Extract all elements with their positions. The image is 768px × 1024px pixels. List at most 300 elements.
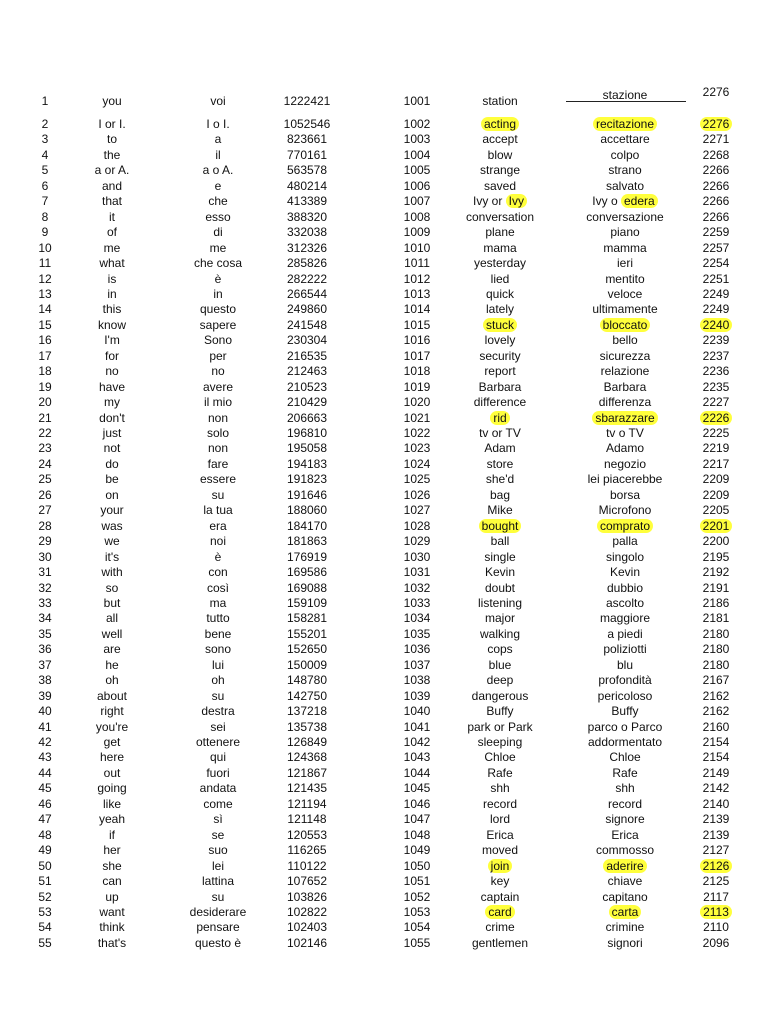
italian-word: ascolto bbox=[605, 596, 645, 610]
rank-cell: 1039 bbox=[403, 688, 431, 703]
highlighted-english-word: rid bbox=[490, 411, 509, 425]
italian-word-cell bbox=[560, 210, 690, 225]
italian-word-cell: tutto bbox=[206, 611, 230, 626]
english-word-cell bbox=[448, 194, 552, 209]
italian-word-cell: noi bbox=[209, 534, 226, 549]
frequency-cell: 191823 bbox=[286, 472, 328, 487]
rank-cell: 48 bbox=[38, 827, 52, 842]
english-word-cell: about bbox=[96, 688, 128, 703]
italian-word: Adamo bbox=[605, 441, 645, 456]
italian-word: accettare bbox=[600, 132, 650, 147]
frequency-cell bbox=[694, 194, 738, 209]
english-word: lord bbox=[489, 812, 510, 827]
frequency-cell bbox=[694, 148, 738, 163]
frequency-cell bbox=[694, 658, 738, 673]
frequency-cell bbox=[694, 210, 738, 225]
rank-cell: 1046 bbox=[403, 796, 431, 811]
italian-word: veloce bbox=[607, 286, 643, 301]
english-word-cell bbox=[448, 920, 552, 935]
italian-word-cell: suo bbox=[208, 843, 228, 858]
rank-cell: 19 bbox=[38, 379, 52, 394]
frequency-cell bbox=[694, 642, 738, 657]
english-word: cops bbox=[487, 642, 513, 657]
rank-cell: 51 bbox=[38, 874, 52, 888]
frequency-value: 2251 bbox=[702, 271, 730, 286]
english-word-cell bbox=[448, 735, 552, 750]
rank-cell: 1054 bbox=[403, 920, 431, 935]
italian-word-cell: in bbox=[213, 286, 223, 301]
frequency-value: 2180 bbox=[702, 642, 730, 657]
highlighted-italian-word: comprato bbox=[597, 519, 653, 533]
rank-cell: 45 bbox=[38, 781, 52, 796]
english-word: difference bbox=[473, 395, 527, 410]
frequency-value: 2180 bbox=[702, 626, 730, 641]
italian-word: palla bbox=[612, 534, 638, 549]
rank-cell: 1035 bbox=[403, 626, 431, 641]
table-row bbox=[0, 472, 768, 487]
frequency-cell bbox=[694, 843, 738, 858]
rank-cell: 53 bbox=[38, 904, 52, 919]
frequency-cell bbox=[694, 766, 738, 781]
frequency-cell bbox=[694, 441, 738, 456]
italian-word-cell: su bbox=[211, 889, 225, 904]
italian-word-cell: fare bbox=[207, 456, 229, 471]
italian-word-cell: il bbox=[215, 147, 221, 162]
italian-word: singolo bbox=[605, 549, 645, 564]
italian-word-cell bbox=[560, 874, 690, 889]
italian-word-cell: andata bbox=[199, 781, 237, 796]
italian-word-cell: sapere bbox=[199, 317, 237, 332]
italian-word-cell bbox=[560, 890, 690, 905]
italian-word-cell bbox=[560, 642, 690, 657]
english-word-cell: it bbox=[109, 209, 115, 224]
italian-word: bello bbox=[612, 333, 638, 348]
italian-word-cell bbox=[560, 318, 690, 333]
frequency-cell bbox=[694, 488, 738, 503]
english-word-cell bbox=[448, 302, 552, 317]
table-row bbox=[0, 611, 768, 626]
rank-cell: 26 bbox=[38, 487, 52, 502]
highlighted-english-word: join bbox=[488, 859, 513, 873]
table-row bbox=[0, 225, 768, 240]
frequency-cell bbox=[694, 828, 738, 843]
italian-word: mamma bbox=[603, 240, 647, 255]
rank-cell: 13 bbox=[38, 286, 52, 301]
italian-word-cell: a o A. bbox=[202, 163, 234, 178]
english-word-cell: be bbox=[105, 472, 119, 487]
italian-word-cell bbox=[560, 611, 690, 626]
english-word-cell bbox=[448, 766, 552, 781]
rank-cell: 1026 bbox=[403, 487, 431, 502]
italian-word-cell: sono bbox=[204, 642, 232, 657]
frequency-cell: 137218 bbox=[286, 704, 328, 719]
table-row bbox=[0, 658, 768, 673]
highlighted-english-word: stuck bbox=[483, 318, 517, 332]
english-word: blow bbox=[487, 147, 513, 162]
italian-word: chiave bbox=[607, 874, 643, 888]
frequency-cell bbox=[694, 457, 738, 472]
frequency-cell bbox=[694, 364, 738, 379]
english-word-cell bbox=[448, 395, 552, 410]
frequency-value: 2154 bbox=[702, 735, 730, 749]
english-word-cell bbox=[448, 210, 552, 225]
english-word: strange bbox=[479, 163, 521, 178]
italian-word-cell bbox=[560, 689, 690, 704]
rank-cell: 33 bbox=[38, 596, 52, 610]
rank-cell: 1016 bbox=[403, 333, 431, 348]
english-word: single bbox=[484, 549, 516, 564]
highlighted-italian-word: carta bbox=[609, 905, 642, 919]
frequency-value: 2209 bbox=[702, 487, 730, 502]
english-word-cell: here bbox=[99, 750, 125, 765]
rank-cell: 1032 bbox=[403, 580, 431, 595]
italian-word-cell: di bbox=[213, 225, 223, 240]
italian-word: tv o TV bbox=[606, 426, 644, 440]
table-row bbox=[0, 488, 768, 503]
frequency-value: 2162 bbox=[702, 688, 730, 703]
italian-word-cell: essere bbox=[199, 472, 237, 487]
english-word-cell bbox=[448, 519, 552, 534]
frequency-value: 2139 bbox=[702, 812, 730, 827]
rank-cell: 16 bbox=[38, 333, 52, 348]
english-word: report bbox=[484, 364, 516, 379]
italian-word-cell: sei bbox=[210, 719, 226, 734]
italian-word-cell bbox=[560, 163, 690, 178]
italian-word-cell: lattina bbox=[201, 874, 235, 888]
frequency-cell bbox=[694, 426, 738, 441]
english-word-cell: was bbox=[101, 518, 123, 533]
english-word: she'd bbox=[485, 472, 515, 487]
rank-cell: 50 bbox=[38, 858, 52, 873]
italian-word-cell bbox=[560, 364, 690, 379]
italian-word-cell bbox=[560, 766, 690, 781]
frequency-cell bbox=[694, 550, 738, 565]
frequency-cell: 120553 bbox=[286, 827, 328, 842]
english-word: crime bbox=[485, 920, 515, 935]
frequency-cell: 116265 bbox=[287, 843, 327, 858]
english-word: major bbox=[484, 611, 515, 626]
rank-cell: 1025 bbox=[403, 472, 431, 487]
italian-word-cell: fuori bbox=[206, 765, 230, 780]
rank-cell: 40 bbox=[38, 704, 52, 719]
italian-word-cell bbox=[560, 395, 690, 410]
rank-cell: 30 bbox=[38, 549, 52, 564]
english-word-cell bbox=[448, 380, 552, 395]
rank-cell: 36 bbox=[38, 642, 52, 657]
italian-word-cell: non bbox=[207, 441, 229, 456]
table-row bbox=[0, 565, 768, 580]
frequency-cell bbox=[694, 596, 738, 611]
frequency-cell: 188060 bbox=[286, 503, 328, 518]
frequency-value: 2096 bbox=[702, 935, 730, 950]
frequency-cell: 312326 bbox=[286, 240, 328, 255]
frequency-cell bbox=[694, 673, 738, 688]
frequency-value: 2200 bbox=[702, 534, 730, 549]
frequency-cell bbox=[694, 611, 738, 626]
english-word: Kevin bbox=[484, 565, 516, 579]
italian-word-cell: non bbox=[207, 410, 229, 425]
frequency-value: 2154 bbox=[702, 750, 730, 765]
italian-word-cell bbox=[560, 472, 690, 487]
rank-cell: 1022 bbox=[403, 426, 431, 440]
table-row bbox=[0, 241, 768, 256]
rank-cell: 44 bbox=[38, 765, 52, 780]
frequency-value: 2125 bbox=[702, 874, 730, 888]
italian-word-cell bbox=[560, 194, 690, 209]
italian-word-cell: con bbox=[208, 565, 228, 579]
italian-word-cell bbox=[560, 488, 690, 503]
italian-word-cell: per bbox=[209, 348, 227, 363]
english-word-cell: know bbox=[97, 317, 126, 332]
english-word-cell bbox=[448, 596, 552, 611]
frequency-cell: 102403 bbox=[286, 920, 328, 935]
rank-cell: 55 bbox=[38, 935, 52, 950]
english-word-prefix: Ivy or bbox=[472, 194, 506, 209]
frequency-value: 2180 bbox=[702, 657, 730, 672]
frequency-cell bbox=[694, 256, 738, 271]
italian-word-cell bbox=[560, 658, 690, 673]
english-word: lovely bbox=[484, 333, 516, 348]
frequency-cell: 103826 bbox=[286, 889, 328, 904]
english-word: moved bbox=[481, 843, 519, 858]
italian-word-cell bbox=[560, 627, 690, 642]
italian-word-cell: questo è bbox=[194, 935, 242, 950]
italian-word-cell bbox=[560, 720, 690, 735]
italian-word-cell: così bbox=[206, 580, 229, 595]
english-word-cell: out bbox=[103, 765, 121, 780]
italian-word: mentito bbox=[605, 271, 645, 286]
italian-word-cell: I o I. bbox=[206, 117, 230, 131]
rank-cell: 49 bbox=[38, 843, 52, 858]
italian-word-cell bbox=[560, 179, 690, 194]
frequency-value: 2227 bbox=[702, 395, 730, 410]
frequency-value: 2271 bbox=[702, 132, 730, 147]
table-row bbox=[0, 890, 768, 905]
italian-word: Erica bbox=[611, 827, 639, 842]
highlighted-italian-word: sbarazzare bbox=[592, 411, 657, 425]
table-row bbox=[0, 750, 768, 765]
english-word-cell bbox=[448, 812, 552, 827]
rank-cell: 9 bbox=[41, 225, 49, 240]
english-word-cell: and bbox=[101, 178, 123, 193]
frequency-cell: 155201 bbox=[286, 626, 328, 641]
english-word-cell: my bbox=[104, 395, 120, 410]
table-row bbox=[0, 673, 768, 688]
english-word-cell bbox=[448, 859, 552, 874]
english-word-cell bbox=[448, 148, 552, 163]
frequency-cell bbox=[694, 272, 738, 287]
italian-word-cell bbox=[560, 920, 690, 935]
italian-word-cell bbox=[560, 457, 690, 472]
english-word: yesterday bbox=[473, 256, 527, 270]
frequency-value: 2140 bbox=[702, 796, 730, 811]
frequency-value: 2195 bbox=[702, 549, 730, 564]
frequency-cell: 2276 bbox=[702, 85, 730, 99]
frequency-cell: 241548 bbox=[286, 317, 328, 332]
frequency-value: 2162 bbox=[702, 704, 730, 719]
frequency-cell bbox=[694, 132, 738, 147]
table-row bbox=[0, 781, 768, 796]
frequency-cell: 285826 bbox=[286, 256, 328, 270]
rank-cell: 35 bbox=[38, 626, 52, 641]
english-word: shh bbox=[490, 781, 510, 796]
rank-cell: 1001 bbox=[403, 94, 431, 108]
rank-cell: 38 bbox=[38, 673, 52, 688]
frequency-cell: 184170 bbox=[286, 518, 328, 533]
rank-cell: 11 bbox=[38, 256, 52, 270]
frequency-value: 2266 bbox=[702, 178, 730, 193]
italian-word: sicurezza bbox=[599, 348, 651, 363]
rank-cell: 52 bbox=[38, 889, 52, 904]
english-word-cell bbox=[448, 241, 552, 256]
english-word-cell: no bbox=[105, 364, 119, 379]
italian-word: relazione bbox=[600, 364, 650, 379]
table-row bbox=[0, 843, 768, 858]
english-word-cell: in bbox=[107, 286, 117, 301]
frequency-cell bbox=[694, 117, 738, 132]
frequency-cell bbox=[694, 936, 738, 951]
italian-word-prefix: Ivy o bbox=[592, 194, 621, 209]
table-row bbox=[0, 210, 768, 225]
italian-word: dubbio bbox=[606, 580, 644, 595]
frequency-cell: 282222 bbox=[286, 271, 328, 286]
italian-word: negozio bbox=[603, 456, 647, 471]
frequency-cell: 210429 bbox=[286, 395, 328, 410]
english-word-cell bbox=[448, 256, 552, 271]
frequency-cell bbox=[694, 812, 738, 827]
rank-cell: 1055 bbox=[403, 935, 431, 950]
rank-cell: 1050 bbox=[403, 858, 431, 873]
english-word-cell bbox=[448, 364, 552, 379]
italian-word-cell: come bbox=[203, 796, 233, 811]
italian-word-cell: ma bbox=[209, 596, 227, 610]
english-word: walking bbox=[479, 626, 521, 641]
frequency-cell bbox=[694, 890, 738, 905]
frequency-cell: 102822 bbox=[286, 904, 328, 919]
table-row bbox=[0, 426, 768, 441]
frequency-cell bbox=[694, 581, 738, 596]
header-divider bbox=[566, 101, 686, 102]
italian-word-cell: la tua bbox=[203, 503, 233, 518]
rank-cell: 23 bbox=[38, 441, 52, 456]
frequency-value: 2160 bbox=[702, 719, 730, 734]
table-row bbox=[0, 735, 768, 750]
rank-cell: 1020 bbox=[403, 395, 431, 410]
english-word-cell bbox=[448, 225, 552, 240]
italian-word: maggiore bbox=[599, 611, 651, 626]
frequency-cell: 210523 bbox=[286, 379, 328, 394]
english-word-cell: well bbox=[101, 626, 123, 641]
rank-cell: 1051 bbox=[403, 874, 431, 888]
rank-cell: 10 bbox=[38, 240, 52, 255]
italian-word-cell: se bbox=[211, 827, 225, 842]
italian-word-cell bbox=[560, 503, 690, 518]
italian-word-cell: desiderare bbox=[189, 904, 247, 919]
english-word: blue bbox=[488, 657, 512, 672]
english-word-cell bbox=[448, 349, 552, 364]
english-word-cell bbox=[448, 333, 552, 348]
italian-word-cell: destra bbox=[201, 704, 235, 719]
english-word: mama bbox=[483, 240, 517, 255]
table-row bbox=[0, 132, 768, 147]
frequency-cell: 249860 bbox=[286, 302, 328, 317]
english-word: deep bbox=[486, 673, 514, 688]
english-word-cell: going bbox=[97, 781, 127, 796]
english-word-cell: up bbox=[105, 889, 119, 904]
english-word: park or Park bbox=[467, 719, 533, 734]
english-word-cell bbox=[448, 673, 552, 688]
frequency-value: 2257 bbox=[702, 240, 730, 255]
frequency-value: 2217 bbox=[702, 456, 730, 471]
rank-cell: 1042 bbox=[403, 735, 431, 749]
english-word-cell bbox=[448, 272, 552, 287]
english-word: Barbara bbox=[478, 379, 522, 394]
highlighted-italian-word: recitazione bbox=[593, 117, 657, 131]
frequency-cell: 110122 bbox=[287, 858, 327, 873]
italian-word-cell bbox=[560, 581, 690, 596]
italian-word: salvato bbox=[605, 178, 645, 193]
table-row bbox=[0, 550, 768, 565]
english-word-cell bbox=[448, 642, 552, 657]
frequency-value: 2191 bbox=[702, 580, 730, 595]
frequency-cell bbox=[694, 333, 738, 348]
english-word: gentlemen bbox=[471, 935, 529, 950]
english-word-cell: have bbox=[98, 379, 126, 394]
rank-cell: 1033 bbox=[403, 596, 431, 610]
rank-cell: 1014 bbox=[403, 302, 431, 317]
table-row bbox=[0, 642, 768, 657]
frequency-cell: 266544 bbox=[286, 286, 328, 301]
english-word-cell: you're bbox=[95, 719, 129, 734]
table-row bbox=[0, 163, 768, 178]
italian-word-cell: stazione bbox=[602, 88, 648, 102]
english-word-cell bbox=[448, 550, 552, 565]
table-row bbox=[0, 905, 768, 920]
english-word-cell: this bbox=[102, 302, 122, 317]
frequency-cell bbox=[694, 302, 738, 317]
frequency-cell bbox=[694, 349, 738, 364]
frequency-cell: 230304 bbox=[286, 333, 328, 348]
italian-word-cell bbox=[560, 148, 690, 163]
highlighted-frequency: 2276 bbox=[700, 117, 733, 131]
rank-cell: 34 bbox=[38, 611, 52, 626]
rank-cell: 1005 bbox=[403, 163, 431, 178]
italian-word-cell: e bbox=[214, 178, 222, 193]
table-row bbox=[0, 318, 768, 333]
rank-cell: 8 bbox=[41, 209, 49, 224]
rank-cell: 1006 bbox=[403, 178, 431, 193]
table-row bbox=[0, 519, 768, 534]
frequency-cell: 212463 bbox=[286, 364, 328, 379]
frequency-cell bbox=[694, 781, 738, 796]
italian-word-cell: che cosa bbox=[193, 256, 243, 270]
italian-word-cell: oh bbox=[211, 673, 225, 688]
english-word-cell: we bbox=[104, 534, 120, 549]
frequency-value: 2205 bbox=[702, 503, 730, 518]
frequency-cell bbox=[694, 627, 738, 642]
english-word: dangerous bbox=[471, 688, 529, 703]
italian-word-cell: no bbox=[211, 364, 225, 379]
english-word-cell: with bbox=[101, 565, 123, 579]
english-word-cell bbox=[448, 457, 552, 472]
english-word: listening bbox=[477, 596, 523, 610]
frequency-value: 2259 bbox=[702, 225, 730, 240]
rank-cell: 21 bbox=[38, 410, 52, 425]
english-word-cell: it's bbox=[104, 549, 120, 564]
italian-word: differenza bbox=[598, 395, 652, 410]
rank-cell: 37 bbox=[38, 657, 52, 672]
frequency-cell: 1222421 bbox=[283, 94, 331, 108]
